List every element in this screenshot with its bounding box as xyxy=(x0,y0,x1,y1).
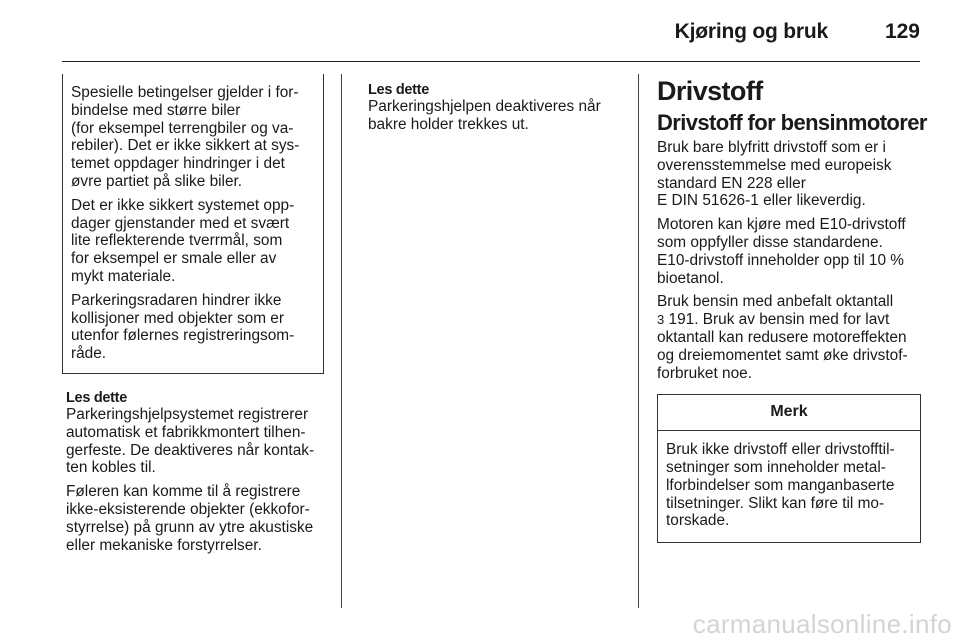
column-divider xyxy=(341,74,342,608)
note-heading: Les dette xyxy=(66,389,127,406)
reference-text: 191. Bruk av bensin med for lavt oktantall kan redusere motoreffekten og dreiemomentet samt øke drivstof- forbruket noe. xyxy=(657,311,908,382)
merk-text: Bruk ikke drivstoff eller drivstofftil- setninger som inneholder metal- lforbindelser som manganbaserte tilsetninger. Slikt kan føre til mo- torskade. xyxy=(666,441,895,530)
body-paragraph xyxy=(657,293,921,382)
warning-paragraph: Det er ikke sikkert systemet opp- dager gjenstander med et svært lite reflekterende tverrmål, som for eksempel er smale eller av mykt materiale. xyxy=(71,196,295,285)
merk-title: Merk xyxy=(658,395,920,431)
page-reference-arrow-icon[interactable]: 3 xyxy=(657,312,665,328)
watermark: carmanualsonline.info xyxy=(692,609,952,639)
left-column xyxy=(62,74,324,560)
subsection-heading: Drivstoff for bensinmotorer xyxy=(657,110,927,135)
column-divider xyxy=(638,74,639,608)
warning-paragraph: Spesielle betingelser gjelder i for- bindelse med større biler (for eksempel terrengbiler og va- rebiler). Det er ikke sikkert at sys- temet oppdager hindringer i det øvre partiet på slike biler. xyxy=(71,84,300,190)
page-number: 129 xyxy=(884,20,920,43)
body-paragraph: Bruk bare blyfritt drivstoff som er i overensstemmelse med europeisk standard EN 228 eller E DIN 51626-1 eller likeverdig. xyxy=(657,139,892,210)
section-heading: Drivstoff xyxy=(657,76,763,106)
running-header: Kjøring og bruk xyxy=(674,20,828,43)
header-rule xyxy=(62,61,920,62)
note-paragraph: Føleren kan komme til å registrere ikke-eksisterende objekter (ekkofor- styrrelse) på grunn av ytre akustiske eller mekaniske forstyrrelser. xyxy=(66,483,314,554)
warning-box xyxy=(62,74,324,374)
note-paragraph: Parkeringshjelpsystemet registrerer automatisk et fabrikkmontert tilhen- gerfeste. De deaktiveres når kontak- ten kobles til. xyxy=(66,405,315,477)
right-column xyxy=(657,76,927,543)
note-heading: Les dette xyxy=(368,82,429,98)
middle-column xyxy=(368,82,618,140)
body-paragraph: Motoren kan kjøre med E10-drivstoff som oppfyller disse standardene. E10-drivstoff inneholder opp til 10 % bioetanol. xyxy=(657,216,906,287)
warning-paragraph: Parkeringsradaren hindrer ikke kollisjoner med objekter som er utenfor følernes registreringsom- råde. xyxy=(71,291,295,363)
note-text: Parkeringshjelpen deaktiveres når bakre holder trekkes ut. xyxy=(368,98,601,133)
reference-prefix: Bruk bensin med anbefalt oktantall xyxy=(657,293,894,311)
merk-box xyxy=(657,394,921,543)
